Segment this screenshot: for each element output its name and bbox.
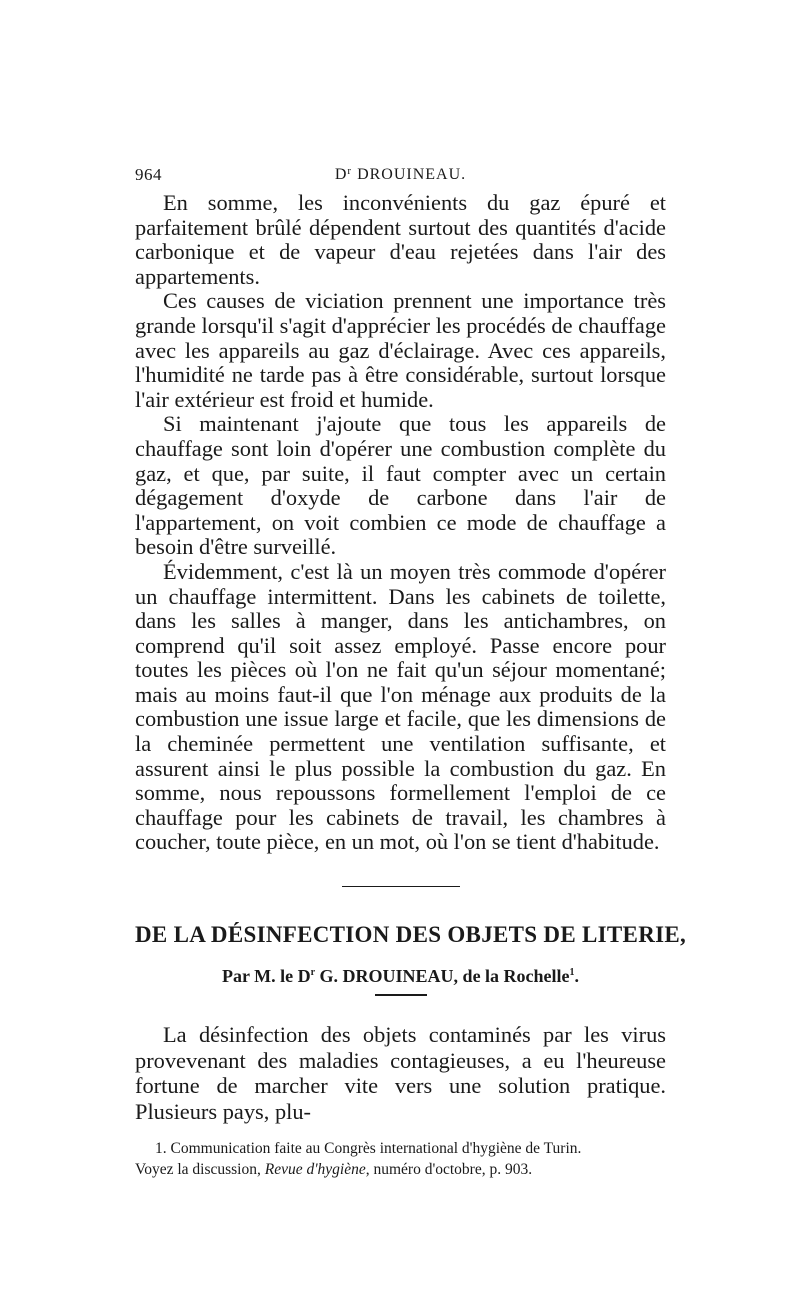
footnote xyxy=(135,1138,666,1180)
section-title: DE LA DÉSINFECTION DES OBJETS DE LITERIE, xyxy=(135,922,687,948)
footnote-line: 1. Communication faite au Congrès international d'hygiène de Turin. xyxy=(155,1140,582,1158)
running-title-prefix: D xyxy=(334,166,348,183)
footnote-line xyxy=(135,1159,666,1180)
page-number: 964 xyxy=(135,165,162,184)
footnote-text: Voyez la discussion, xyxy=(135,1161,265,1179)
paragraph: En somme, les inconvénients du gaz épuré et parfaitement brûlé dépendent surtout des quantités d'acide carbonique et de vapeur d'eau rejetées dans l'air des appartements. xyxy=(135,190,666,289)
running-title-abbr: r xyxy=(347,165,353,177)
title-rule xyxy=(375,994,427,996)
footnote-text: , numéro d'octobre, p. 903. xyxy=(365,1161,533,1179)
byline-end: . xyxy=(574,966,580,987)
running-title-name: DROUINEAU. xyxy=(352,166,467,183)
footnote-reference[interactable]: 1 xyxy=(569,967,575,979)
byline-prefix: Par M. le D xyxy=(221,966,311,987)
paragraph: Si maintenant j'ajoute que tous les appareils de chauffage sont loin d'opérer une combustion complète du gaz, et que, par suite, il faut compter avec un certain dégagement d'oxyde de carbone dans l'air de l'appartement, on voit combien ce mode de chauffage a besoin d'être surveillé. xyxy=(135,411,666,560)
section-divider xyxy=(342,886,460,887)
running-head xyxy=(135,165,666,191)
byline-abbr: r xyxy=(310,967,316,979)
paragraph: Évidemment, c'est là un moyen très commode d'opérer un chauffage intermittent. Dans les cabinets de toilette, dans les salles à manger, dans les antichambres, on comprend qu'il soit assez employé. Passe encore pour toutes les pièces où l'on ne fait qu'un séjour momentané; mais au moins faut-il que l'on ménage aux produits de la combustion une issue large et facile, que les dimensions de la cheminée permettent une ventilation suffisante, et assurent ainsi le plus possible la combustion du gaz. En somme, nous repoussons formellement l'emploi de ce chauffage pour les cabinets de travail, les chambres à coucher, toute pièce, en un mot, où l'on se tient d'habitude. xyxy=(135,558,666,855)
book-page xyxy=(135,165,687,1180)
running-title xyxy=(135,165,666,184)
byline-author: G. DROUINEAU, de la Rochelle xyxy=(315,966,570,987)
paragraph: La désinfection des objets contaminés par les virus provevenant des maladies contagieuses, a eu l'heureuse fortune de marcher vite vers une solution pratique. Plusieurs pays, plu- xyxy=(135,1022,666,1124)
paragraph: Ces causes de viciation prennent une importance très grande lorsqu'il s'agit d'apprécier les procédés de chauffage avec les appareils au gaz d'éclairage. Avec ces appareils, l'humidité ne tarde pas à être considérable, surtout lorsque l'air extérieur est froid et humide. xyxy=(135,288,666,412)
section-body xyxy=(135,1022,666,1124)
body-text xyxy=(135,191,666,855)
section-byline xyxy=(135,960,666,989)
journal-title: Revue d'hygiène xyxy=(264,1161,366,1179)
